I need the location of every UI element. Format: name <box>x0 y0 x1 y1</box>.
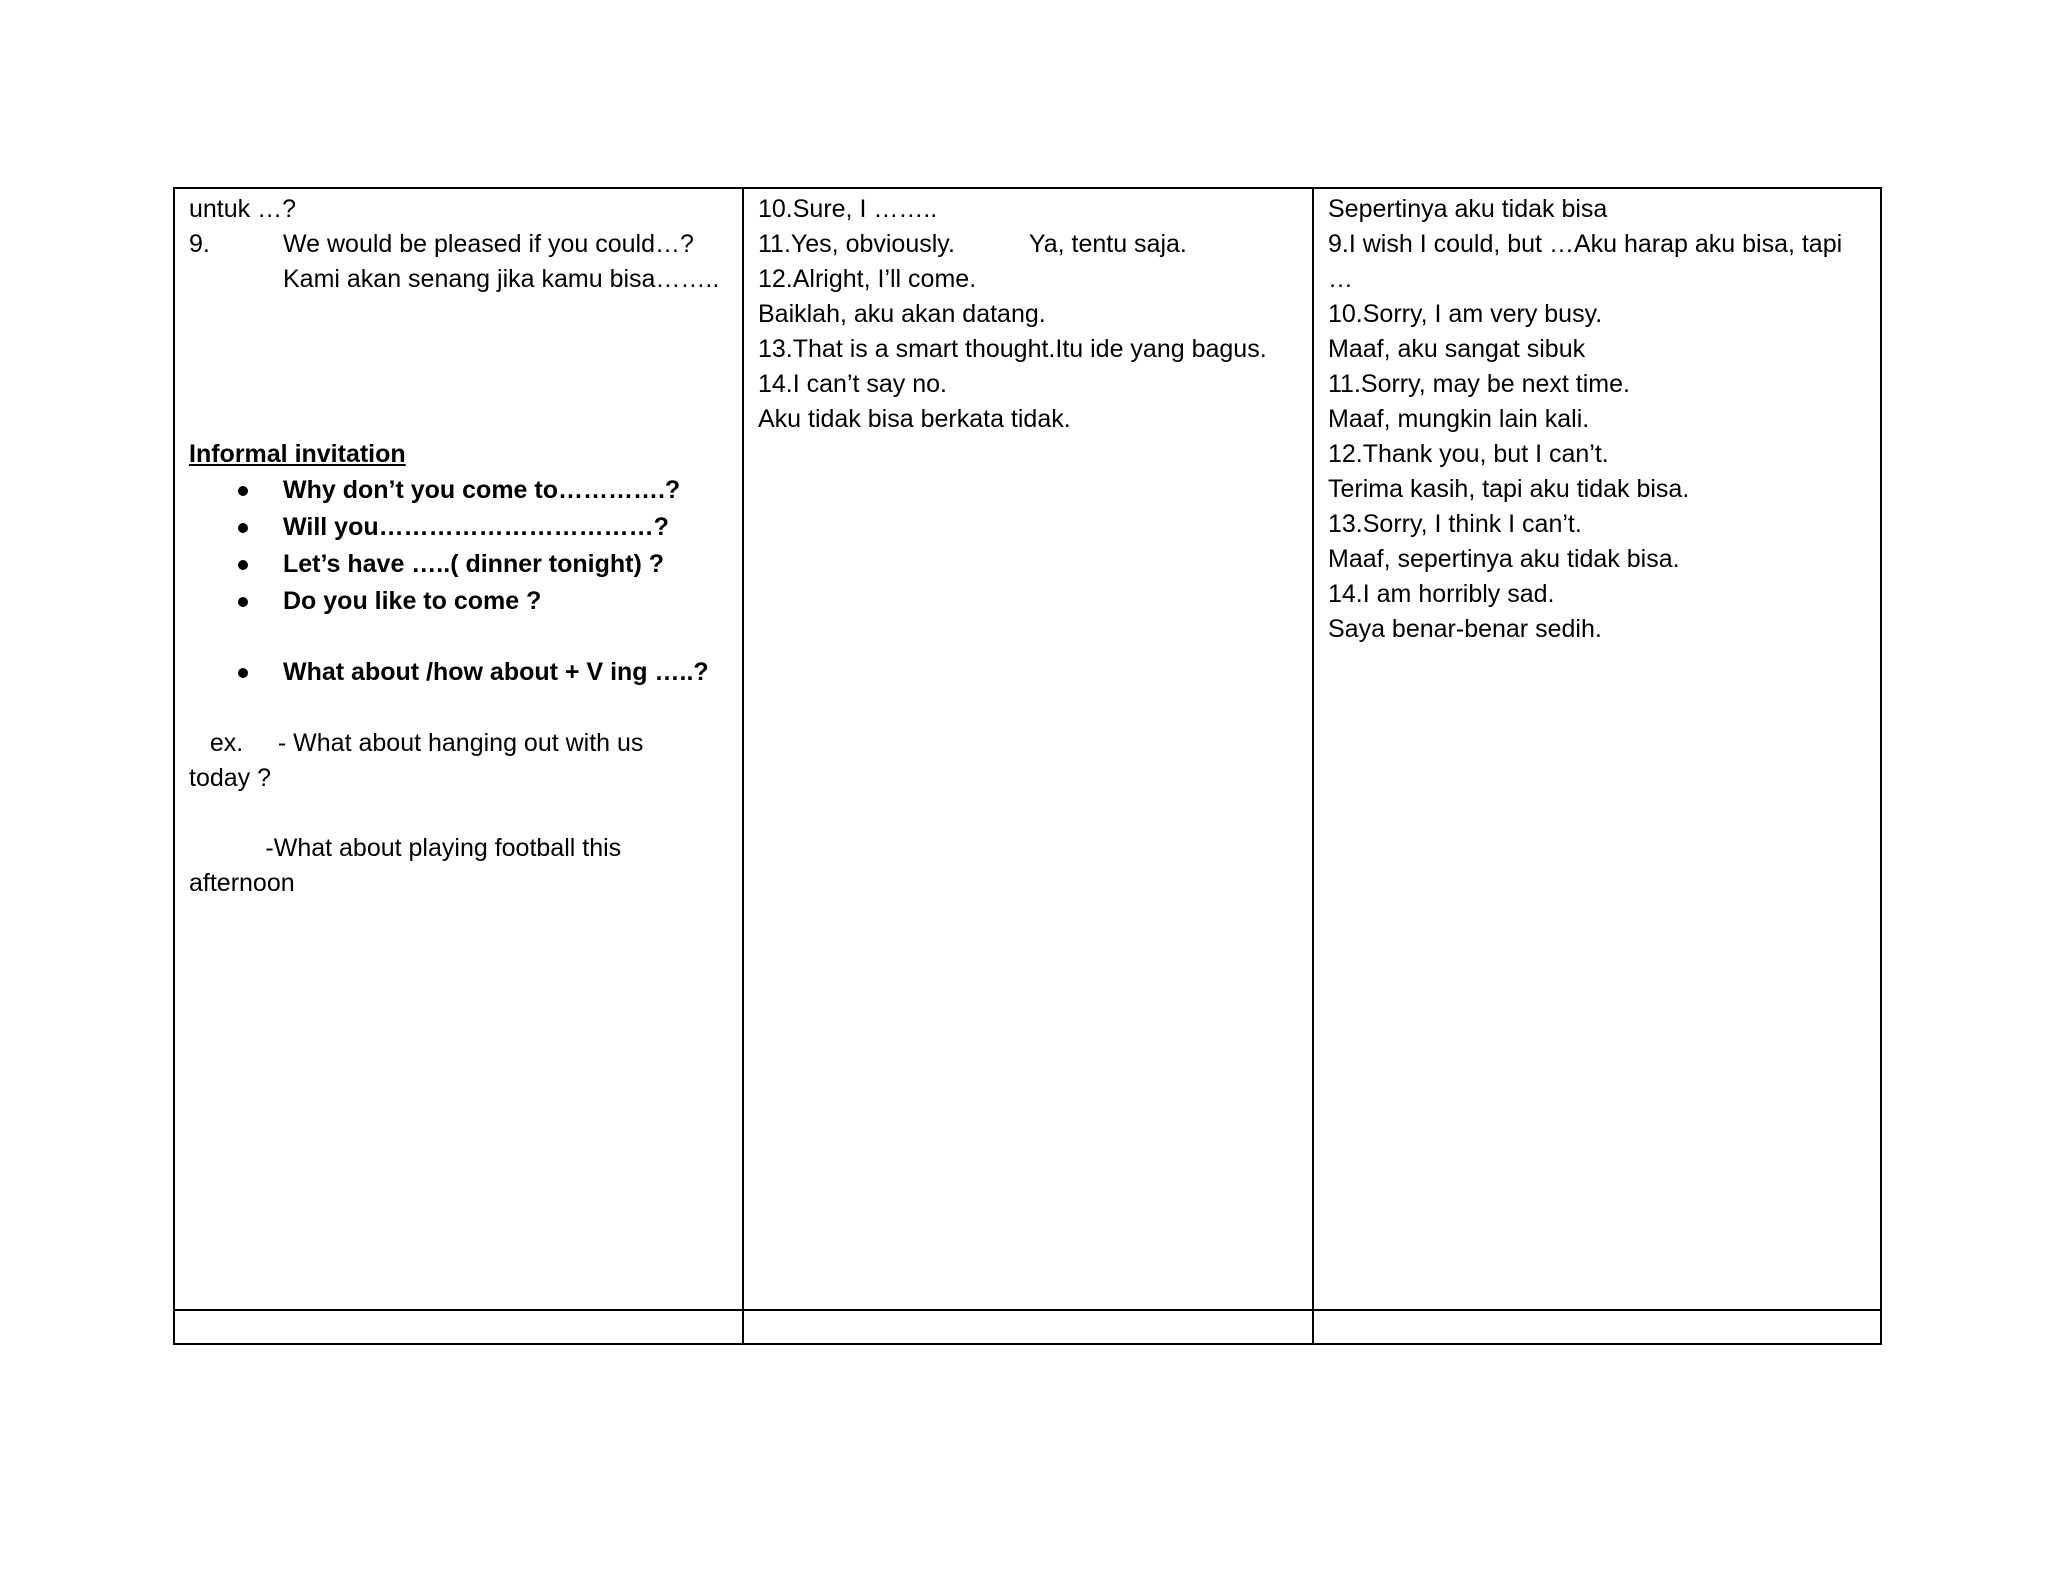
bullet-icon <box>189 472 283 509</box>
text-line: Maaf, mungkin lain kali. <box>1328 405 1590 433</box>
text-line <box>758 227 1302 262</box>
response-english: 11.Yes, obviously. <box>758 230 955 258</box>
bullet-icon <box>189 509 283 546</box>
text-line: 11.Sorry, may be next time. <box>1328 370 1630 398</box>
item-number: 9. <box>189 230 210 258</box>
example-line: ex. - What about hanging out with us <box>189 729 644 757</box>
bullet-icon <box>189 654 283 691</box>
section-heading: Informal invitation <box>189 440 406 468</box>
text-line: 9.I wish I could, but …Aku harap aku bisa, tapi <box>1328 230 1843 258</box>
bullet-list <box>189 472 732 691</box>
text-line: 12.Thank you, but I can’t. <box>1328 440 1609 468</box>
example-line: today ? <box>189 764 272 792</box>
cell-declining-responses <box>1314 189 1882 1307</box>
text-line: Baiklah, aku akan datang. <box>758 300 1046 328</box>
bullet-item <box>189 583 732 620</box>
bullet-item <box>189 654 732 691</box>
text-line: Sepertinya aku tidak bisa <box>1328 195 1608 223</box>
bullet-item <box>189 546 732 583</box>
bullet-text: Why don’t you come to………….? <box>283 476 681 504</box>
text-line: Maaf, sepertinya aku tidak bisa. <box>1328 545 1680 573</box>
bullet-text: Will you……………………………? <box>283 513 669 541</box>
bullet-item <box>189 472 732 509</box>
cell-invitation-expressions <box>175 189 744 1307</box>
invitation-table <box>173 187 1882 1345</box>
response-translation: Ya, tentu saja. <box>1028 230 1187 258</box>
text-line: 14.I am horribly sad. <box>1328 580 1555 608</box>
text-line: 10.Sure, I …….. <box>758 195 938 223</box>
text-line: 14.I can’t say no. <box>758 370 948 398</box>
example-line: -What about playing football this <box>189 834 622 862</box>
bullet-icon <box>189 546 283 583</box>
numbered-item-9 <box>189 227 732 262</box>
text-line: … <box>1328 265 1353 293</box>
example-line: afternoon <box>189 869 295 897</box>
bullet-icon <box>189 583 283 620</box>
text-line: 12.Alright, I’ll come. <box>758 265 977 293</box>
bullet-text: Do you like to come ? <box>283 587 542 615</box>
bullet-item <box>189 509 732 546</box>
item-translation: Kami akan senang jika kamu bisa…….. <box>283 265 720 293</box>
bullet-text: What about /how about + V ing …..? <box>283 658 709 686</box>
text-line: 10.Sorry, I am very busy. <box>1328 300 1603 328</box>
text-line: 13.Sorry, I think I can’t. <box>1328 510 1582 538</box>
text-line: untuk …? <box>189 195 297 223</box>
text-line: Maaf, aku sangat sibuk <box>1328 335 1586 363</box>
row-divider <box>175 1309 1880 1311</box>
text-line: Saya benar-benar sedih. <box>1328 615 1602 643</box>
text-line: Terima kasih, tapi aku tidak bisa. <box>1328 475 1690 503</box>
text-line: 13.That is a smart thought.Itu ide yang bagus. <box>758 335 1267 363</box>
text-line: Aku tidak bisa berkata tidak. <box>758 405 1071 433</box>
item-english: We would be pleased if you could…? <box>283 230 694 258</box>
bullet-text: Let’s have …..( dinner tonight) ? <box>283 550 665 578</box>
cell-accepting-responses <box>744 189 1314 1307</box>
